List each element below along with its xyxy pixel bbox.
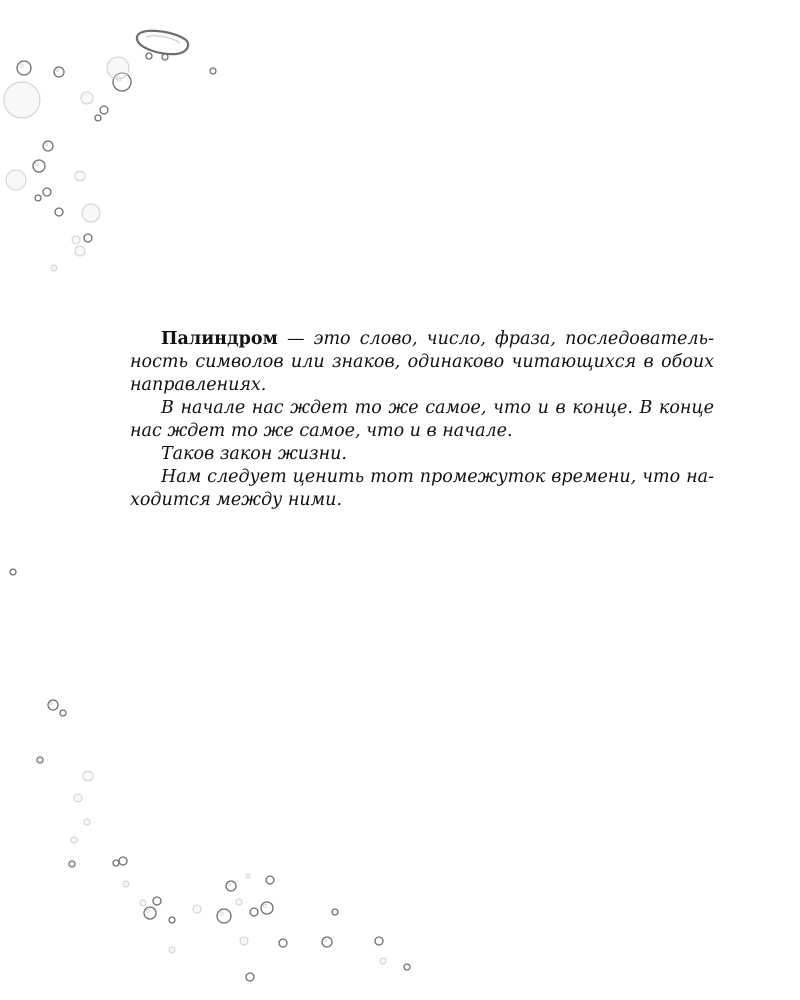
- bubble-icon: [75, 246, 85, 256]
- bubble-icon: [404, 964, 410, 970]
- bubble-icon: [119, 857, 127, 865]
- bubble-icon: [69, 861, 75, 867]
- bubble-highlight-icon: [45, 143, 48, 146]
- paragraph-cherish-time: Нам следует ценить тот промежуток времени, что находится между ними.: [130, 467, 714, 510]
- large-bubble-icon: [137, 31, 188, 54]
- bubble-highlight-icon: [50, 702, 53, 705]
- bubble-icon: [169, 917, 175, 923]
- bubble-icon: [33, 160, 45, 172]
- bubble-icon: [43, 188, 51, 196]
- bubble-icon: [250, 908, 258, 916]
- bubble-icon: [6, 170, 26, 190]
- paragraph-beginning-end: В начале нас ждет то же самое, что и в конце. В конце нас ждет то же самое, что и в начале.: [130, 398, 714, 441]
- palindrome-term: Палиндром: [161, 329, 278, 349]
- bubble-icon: [123, 881, 129, 887]
- dash: —: [277, 329, 314, 349]
- bubble-icon: [84, 819, 90, 825]
- bubble-icon: [4, 82, 40, 118]
- bubble-icon: [236, 899, 242, 905]
- bubble-icon: [74, 794, 82, 802]
- definition-paragraph: [130, 328, 714, 397]
- bubble-icon: [107, 57, 129, 79]
- bubble-icon: [71, 837, 77, 843]
- bubble-icon: [100, 106, 108, 114]
- bubble-icon: [72, 236, 80, 244]
- bubble-highlight-icon: [56, 69, 59, 72]
- bubble-icon: [217, 909, 231, 923]
- bubble-icon: [193, 905, 201, 913]
- bubble-icon: [37, 757, 43, 763]
- bubble-icon: [226, 881, 236, 891]
- bubble-icon: [55, 208, 63, 216]
- bubble-icon: [380, 958, 386, 964]
- bubble-icon: [48, 700, 58, 710]
- bubble-highlight-icon: [324, 939, 327, 942]
- bubble-icon: [51, 265, 57, 271]
- bubble-icon: [10, 569, 16, 575]
- bubble-icon: [35, 195, 41, 201]
- palindrome-text-block: [130, 328, 714, 512]
- bubble-icon: [246, 973, 254, 981]
- bubble-icon: [266, 876, 274, 884]
- bubble-highlight-icon: [263, 904, 266, 907]
- bubble-icon: [113, 860, 119, 866]
- paragraph-law-of-life: Таков закон жизни.: [161, 444, 347, 464]
- bubble-icon: [261, 902, 273, 914]
- bubble-icon: [375, 937, 383, 945]
- bubble-icon: [279, 939, 287, 947]
- bubble-highlight-icon: [228, 883, 231, 886]
- bubble-icon: [144, 907, 156, 919]
- bubble-icon: [240, 937, 248, 945]
- bubble-icon: [322, 937, 332, 947]
- bubble-icon: [54, 67, 64, 77]
- bubble-icon: [60, 710, 66, 716]
- large-bubble-highlight-icon: [146, 36, 180, 43]
- bubble-icon: [169, 947, 175, 953]
- bubble-icon: [140, 900, 146, 906]
- bubble-icon: [153, 897, 161, 905]
- bubble-icon: [43, 141, 53, 151]
- bubble-icon: [84, 234, 92, 242]
- bubble-icon: [83, 771, 93, 781]
- bubble-icon: [81, 92, 93, 104]
- bubble-icon: [332, 909, 338, 915]
- palindrome-definition: это слово, число, фраза, последовательность символов или знаков, одинаково читающихся в обоих направлениях.: [130, 329, 714, 395]
- bubble-highlight-icon: [146, 909, 149, 912]
- bubble-highlight-icon: [220, 912, 224, 916]
- bubble-icon: [246, 874, 250, 878]
- bubble-highlight-icon: [35, 162, 38, 165]
- bubble-icon: [146, 53, 152, 59]
- bubble-icon: [75, 171, 85, 181]
- bubble-highlight-icon: [20, 64, 24, 68]
- bubble-icon: [82, 204, 100, 222]
- bubble-icon: [95, 115, 101, 121]
- bubble-icon: [17, 61, 31, 75]
- bubble-icon: [210, 68, 216, 74]
